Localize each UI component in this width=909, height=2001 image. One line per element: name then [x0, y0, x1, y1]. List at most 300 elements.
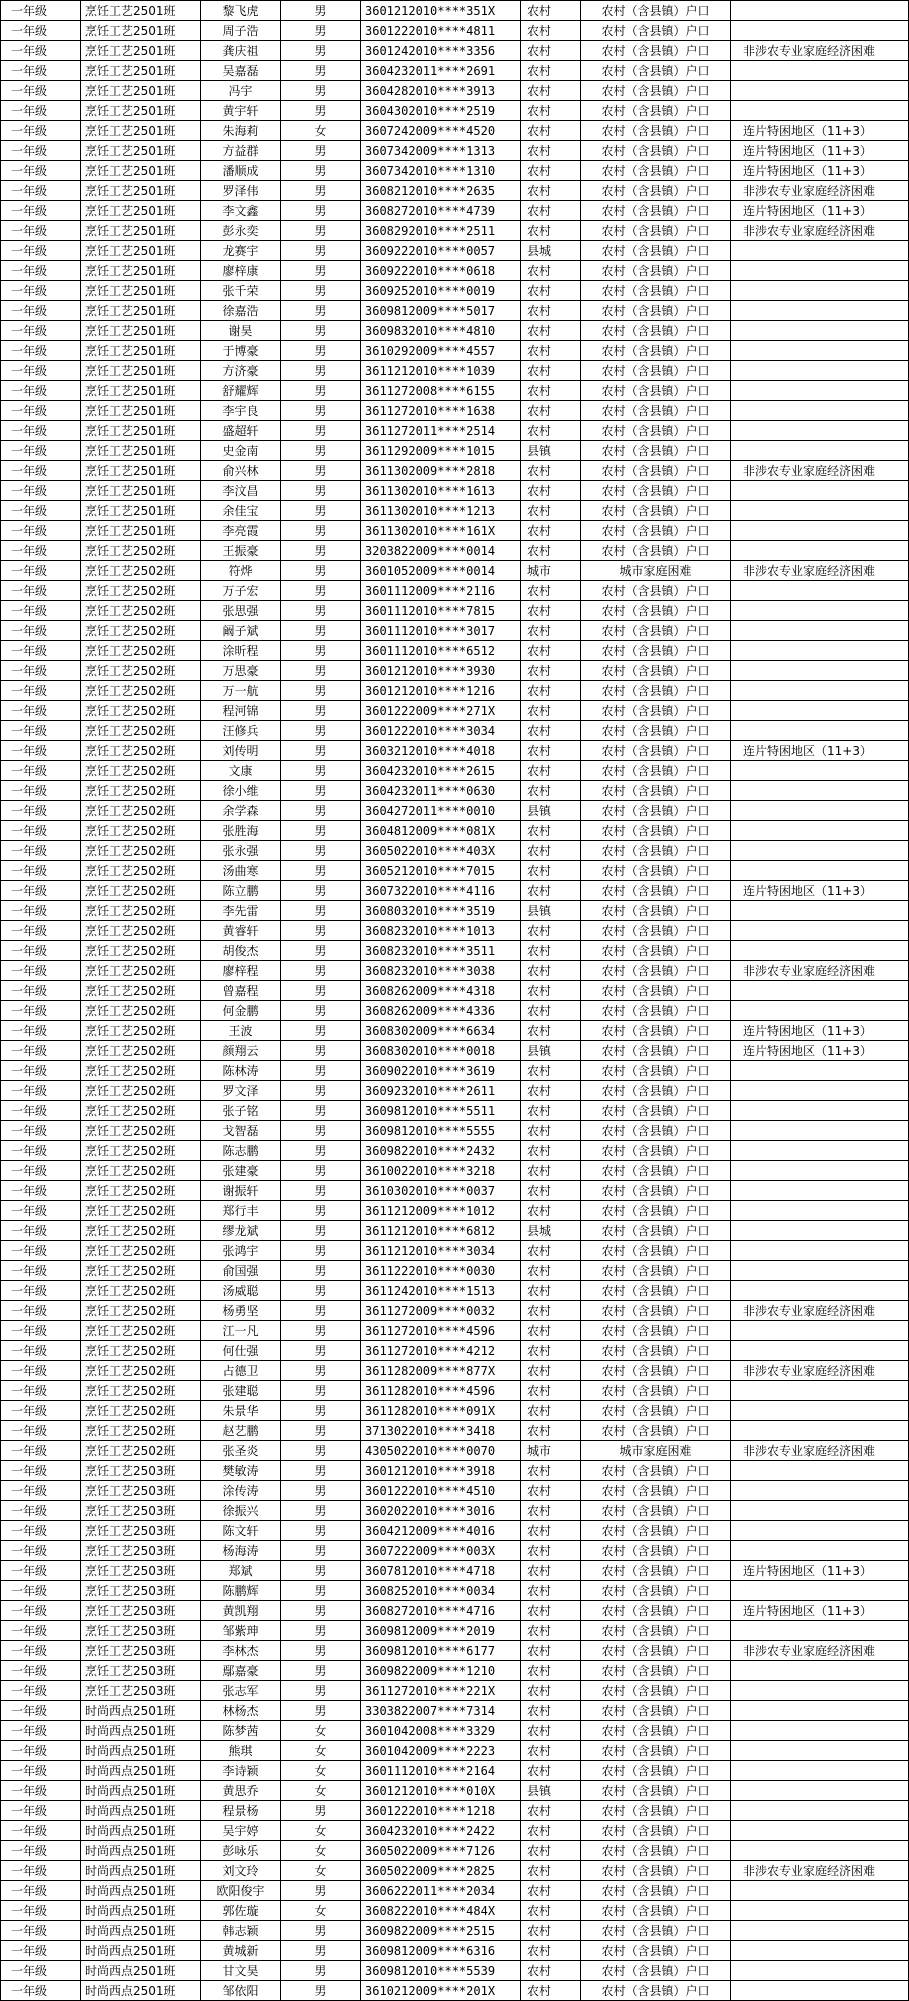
id-number-cell: 3605022009****7126: [361, 1841, 521, 1861]
name-cell: 于博豪: [201, 341, 281, 361]
aid-category-cell: [731, 281, 909, 301]
class-cell: 烹饪工艺2501班: [81, 341, 201, 361]
aid-category-cell: [731, 1681, 909, 1701]
hukou-type-cell: 农村（含县镇）户口: [581, 1021, 731, 1041]
residence-cell: 农村: [521, 1121, 581, 1141]
aid-category-cell: [731, 721, 909, 741]
grade-cell: 一年级: [1, 561, 81, 581]
name-cell: 曾嘉程: [201, 981, 281, 1001]
hukou-type-cell: 农村（含县镇）户口: [581, 381, 731, 401]
table-row: [1, 241, 909, 261]
hukou-type-cell: 农村（含县镇）户口: [581, 1061, 731, 1081]
hukou-type-cell: 农村（含县镇）户口: [581, 1281, 731, 1301]
id-number-cell: 3601112009****2116: [361, 581, 521, 601]
name-cell: 汤曲寒: [201, 861, 281, 881]
grade-cell: 一年级: [1, 321, 81, 341]
aid-category-cell: [731, 1821, 909, 1841]
hukou-type-cell: 农村（含县镇）户口: [581, 41, 731, 61]
gender-cell: 女: [281, 1741, 361, 1761]
gender-cell: 男: [281, 1241, 361, 1261]
aid-category-cell: [731, 1401, 909, 1421]
gender-cell: 男: [281, 661, 361, 681]
class-cell: 时尚西点2501班: [81, 1741, 201, 1761]
gender-cell: 男: [281, 1001, 361, 1021]
class-cell: 烹饪工艺2503班: [81, 1581, 201, 1601]
aid-category-cell: [731, 1381, 909, 1401]
class-cell: 烹饪工艺2501班: [81, 281, 201, 301]
grade-cell: 一年级: [1, 81, 81, 101]
gender-cell: 男: [281, 1221, 361, 1241]
name-cell: 涂传涛: [201, 1481, 281, 1501]
residence-cell: 农村: [521, 1481, 581, 1501]
residence-cell: 农村: [521, 401, 581, 421]
id-number-cell: 3608032010****3519: [361, 901, 521, 921]
id-number-cell: 3611272010****4596: [361, 1321, 521, 1341]
hukou-type-cell: 农村（含县镇）户口: [581, 301, 731, 321]
residence-cell: 农村: [521, 1761, 581, 1781]
aid-category-cell: [731, 941, 909, 961]
id-number-cell: 3601212010****1216: [361, 681, 521, 701]
hukou-type-cell: 农村（含县镇）户口: [581, 161, 731, 181]
grade-cell: 一年级: [1, 1401, 81, 1421]
aid-category-cell: [731, 521, 909, 541]
name-cell: 朱海莉: [201, 121, 281, 141]
residence-cell: 农村: [521, 1661, 581, 1681]
grade-cell: 一年级: [1, 141, 81, 161]
name-cell: 黄凯翔: [201, 1601, 281, 1621]
name-cell: 胡俊杰: [201, 941, 281, 961]
table-row: [1, 1261, 909, 1281]
name-cell: 何仕强: [201, 1341, 281, 1361]
residence-cell: 农村: [521, 421, 581, 441]
id-number-cell: 3604302010****2519: [361, 101, 521, 121]
class-cell: 烹饪工艺2503班: [81, 1661, 201, 1681]
aid-category-cell: [731, 481, 909, 501]
aid-category-cell: [731, 1901, 909, 1921]
aid-category-cell: [731, 901, 909, 921]
table-row: [1, 941, 909, 961]
hukou-type-cell: 农村（含县镇）户口: [581, 1941, 731, 1961]
residence-cell: 农村: [521, 1141, 581, 1161]
name-cell: 江一凡: [201, 1321, 281, 1341]
id-number-cell: 3611302010****1613: [361, 481, 521, 501]
aid-category-cell: [731, 101, 909, 121]
class-cell: 时尚西点2501班: [81, 1981, 201, 2001]
name-cell: 龙赛宇: [201, 241, 281, 261]
grade-cell: 一年级: [1, 801, 81, 821]
hukou-type-cell: 农村（含县镇）户口: [581, 841, 731, 861]
id-number-cell: 3604232010****2615: [361, 761, 521, 781]
name-cell: 汪修兵: [201, 721, 281, 741]
name-cell: 颜翔云: [201, 1041, 281, 1061]
table-row: [1, 641, 909, 661]
hukou-type-cell: 农村（含县镇）户口: [581, 1581, 731, 1601]
gender-cell: 男: [281, 1201, 361, 1221]
table-row: [1, 121, 909, 141]
aid-category-cell: [731, 1081, 909, 1101]
hukou-type-cell: 农村（含县镇）户口: [581, 961, 731, 981]
name-cell: 李汶昌: [201, 481, 281, 501]
hukou-type-cell: 农村（含县镇）户口: [581, 1901, 731, 1921]
residence-cell: 农村: [521, 1061, 581, 1081]
gender-cell: 男: [281, 821, 361, 841]
table-row: [1, 1861, 909, 1881]
id-number-cell: 4305022010****0070: [361, 1441, 521, 1461]
hukou-type-cell: 农村（含县镇）户口: [581, 981, 731, 1001]
gender-cell: 男: [281, 1, 361, 21]
name-cell: 盛超轩: [201, 421, 281, 441]
table-row: [1, 1941, 909, 1961]
hukou-type-cell: 农村（含县镇）户口: [581, 1, 731, 21]
hukou-type-cell: 农村（含县镇）户口: [581, 1181, 731, 1201]
id-number-cell: 3601042008****3329: [361, 1721, 521, 1741]
grade-cell: 一年级: [1, 1521, 81, 1541]
class-cell: 烹饪工艺2503班: [81, 1481, 201, 1501]
name-cell: 张千荣: [201, 281, 281, 301]
class-cell: 烹饪工艺2502班: [81, 1401, 201, 1421]
class-cell: 烹饪工艺2501班: [81, 141, 201, 161]
aid-category-cell: [731, 401, 909, 421]
residence-cell: 农村: [521, 1541, 581, 1561]
hukou-type-cell: 农村（含县镇）户口: [581, 1601, 731, 1621]
aid-category-cell: [731, 1341, 909, 1361]
residence-cell: 农村: [521, 961, 581, 981]
id-number-cell: 3609222010****0618: [361, 261, 521, 281]
name-cell: 何金鹏: [201, 1001, 281, 1021]
class-cell: 烹饪工艺2502班: [81, 821, 201, 841]
table-row: [1, 1101, 909, 1121]
residence-cell: 农村: [521, 201, 581, 221]
name-cell: 欧阳俊宇: [201, 1881, 281, 1901]
grade-cell: 一年级: [1, 1001, 81, 1021]
name-cell: 邹依阳: [201, 1981, 281, 2001]
id-number-cell: 3604232011****0630: [361, 781, 521, 801]
name-cell: 廖梓康: [201, 261, 281, 281]
hukou-type-cell: 农村（含县镇）户口: [581, 61, 731, 81]
grade-cell: 一年级: [1, 341, 81, 361]
class-cell: 时尚西点2501班: [81, 1941, 201, 1961]
gender-cell: 男: [281, 81, 361, 101]
grade-cell: 一年级: [1, 241, 81, 261]
gender-cell: 男: [281, 241, 361, 261]
grade-cell: 一年级: [1, 1941, 81, 1961]
aid-category-cell: 连片特困地区（11+3）: [731, 141, 909, 161]
gender-cell: 男: [281, 1661, 361, 1681]
residence-cell: 农村: [521, 601, 581, 621]
id-number-cell: 3609222010****0057: [361, 241, 521, 261]
table-row: [1, 1341, 909, 1361]
hukou-type-cell: 农村（含县镇）户口: [581, 1961, 731, 1981]
aid-category-cell: [731, 1481, 909, 1501]
gender-cell: 男: [281, 1961, 361, 1981]
name-cell: 黎飞虎: [201, 1, 281, 21]
grade-cell: 一年级: [1, 1621, 81, 1641]
hukou-type-cell: 农村（含县镇）户口: [581, 801, 731, 821]
id-number-cell: 3601222010****3034: [361, 721, 521, 741]
id-number-cell: 3601052009****0014: [361, 561, 521, 581]
name-cell: 郭佐璇: [201, 1901, 281, 1921]
aid-category-cell: [731, 1, 909, 21]
gender-cell: 男: [281, 1621, 361, 1641]
residence-cell: 农村: [521, 1321, 581, 1341]
grade-cell: 一年级: [1, 581, 81, 601]
residence-cell: 农村: [521, 341, 581, 361]
id-number-cell: 3611272008****6155: [361, 381, 521, 401]
name-cell: 汤威聪: [201, 1281, 281, 1301]
table-row: [1, 401, 909, 421]
class-cell: 烹饪工艺2503班: [81, 1641, 201, 1661]
aid-category-cell: [731, 21, 909, 41]
name-cell: 阚子斌: [201, 621, 281, 641]
residence-cell: 农村: [521, 1841, 581, 1861]
grade-cell: 一年级: [1, 1541, 81, 1561]
aid-category-cell: [731, 1981, 909, 2001]
hukou-type-cell: 农村（含县镇）户口: [581, 721, 731, 741]
gender-cell: 男: [281, 741, 361, 761]
class-cell: 烹饪工艺2503班: [81, 1561, 201, 1581]
table-row: [1, 841, 909, 861]
gender-cell: 男: [281, 1101, 361, 1121]
class-cell: 烹饪工艺2501班: [81, 381, 201, 401]
id-number-cell: 3604282010****3913: [361, 81, 521, 101]
hukou-type-cell: 农村（含县镇）户口: [581, 1321, 731, 1341]
grade-cell: 一年级: [1, 1701, 81, 1721]
name-cell: 陈立鹏: [201, 881, 281, 901]
gender-cell: 男: [281, 161, 361, 181]
table-row: [1, 261, 909, 281]
class-cell: 烹饪工艺2501班: [81, 81, 201, 101]
id-number-cell: 3601212010****351X: [361, 1, 521, 21]
grade-cell: 一年级: [1, 1201, 81, 1221]
hukou-type-cell: 农村（含县镇）户口: [581, 1841, 731, 1861]
id-number-cell: 3611272010****221X: [361, 1681, 521, 1701]
class-cell: 烹饪工艺2503班: [81, 1501, 201, 1521]
table-row: [1, 1621, 909, 1641]
class-cell: 烹饪工艺2501班: [81, 41, 201, 61]
grade-cell: 一年级: [1, 221, 81, 241]
table-row: [1, 1041, 909, 1061]
table-row: [1, 721, 909, 741]
gender-cell: 男: [281, 1341, 361, 1361]
hukou-type-cell: 农村（含县镇）户口: [581, 1301, 731, 1321]
gender-cell: 男: [281, 861, 361, 881]
aid-category-cell: [731, 1841, 909, 1861]
table-row: [1, 461, 909, 481]
id-number-cell: 3608232010****3511: [361, 941, 521, 961]
table-row: [1, 481, 909, 501]
table-row: [1, 1781, 909, 1801]
gender-cell: 男: [281, 701, 361, 721]
aid-category-cell: [731, 1161, 909, 1181]
grade-cell: 一年级: [1, 501, 81, 521]
id-number-cell: 3608272010****4716: [361, 1601, 521, 1621]
aid-category-cell: [731, 301, 909, 321]
grade-cell: 一年级: [1, 1181, 81, 1201]
residence-cell: 农村: [521, 1241, 581, 1261]
residence-cell: 农村: [521, 1281, 581, 1301]
table-row: [1, 21, 909, 41]
residence-cell: 农村: [521, 1601, 581, 1621]
table-row: [1, 1161, 909, 1181]
id-number-cell: 3610292009****4557: [361, 341, 521, 361]
class-cell: 烹饪工艺2502班: [81, 701, 201, 721]
table-row: [1, 1141, 909, 1161]
hukou-type-cell: 农村（含县镇）户口: [581, 581, 731, 601]
gender-cell: 男: [281, 601, 361, 621]
residence-cell: 农村: [521, 981, 581, 1001]
aid-category-cell: [731, 701, 909, 721]
id-number-cell: 3607812010****4718: [361, 1561, 521, 1581]
aid-category-cell: [731, 1541, 909, 1561]
hukou-type-cell: 农村（含县镇）户口: [581, 1721, 731, 1741]
table-row: [1, 1921, 909, 1941]
table-row: [1, 1281, 909, 1301]
gender-cell: 男: [281, 1441, 361, 1461]
name-cell: 李先雷: [201, 901, 281, 921]
grade-cell: 一年级: [1, 861, 81, 881]
table-row: [1, 1521, 909, 1541]
aid-category-cell: 非涉农专业家庭经济困难: [731, 561, 909, 581]
residence-cell: 农村: [521, 881, 581, 901]
aid-category-cell: [731, 1621, 909, 1641]
table-row: [1, 381, 909, 401]
name-cell: 戈智磊: [201, 1121, 281, 1141]
aid-category-cell: [731, 1001, 909, 1021]
aid-category-cell: [731, 1201, 909, 1221]
aid-category-cell: [731, 1241, 909, 1261]
gender-cell: 男: [281, 321, 361, 341]
residence-cell: 农村: [521, 1461, 581, 1481]
table-row: [1, 1, 909, 21]
class-cell: 烹饪工艺2502班: [81, 1181, 201, 1201]
id-number-cell: 3611282010****4596: [361, 1381, 521, 1401]
hukou-type-cell: 农村（含县镇）户口: [581, 241, 731, 261]
table-row: [1, 861, 909, 881]
gender-cell: 男: [281, 561, 361, 581]
gender-cell: 男: [281, 521, 361, 541]
id-number-cell: 3609822009****1210: [361, 1661, 521, 1681]
hukou-type-cell: 农村（含县镇）户口: [581, 441, 731, 461]
name-cell: 彭永奕: [201, 221, 281, 241]
aid-category-cell: [731, 781, 909, 801]
residence-cell: 农村: [521, 1861, 581, 1881]
grade-cell: 一年级: [1, 1501, 81, 1521]
id-number-cell: 3601042009****2223: [361, 1741, 521, 1761]
gender-cell: 男: [281, 281, 361, 301]
aid-category-cell: [731, 61, 909, 81]
residence-cell: 县镇: [521, 1781, 581, 1801]
residence-cell: 农村: [521, 1201, 581, 1221]
grade-cell: 一年级: [1, 1141, 81, 1161]
aid-category-cell: 非涉农专业家庭经济困难: [731, 1361, 909, 1381]
class-cell: 烹饪工艺2502班: [81, 1041, 201, 1061]
aid-category-cell: [731, 361, 909, 381]
class-cell: 烹饪工艺2501班: [81, 21, 201, 41]
hukou-type-cell: 农村（含县镇）户口: [581, 281, 731, 301]
table-row: [1, 1221, 909, 1241]
aid-category-cell: [731, 1881, 909, 1901]
aid-category-cell: [731, 1261, 909, 1281]
grade-cell: 一年级: [1, 1441, 81, 1461]
aid-category-cell: [731, 921, 909, 941]
hukou-type-cell: 农村（含县镇）户口: [581, 1781, 731, 1801]
residence-cell: 农村: [521, 1181, 581, 1201]
class-cell: 烹饪工艺2502班: [81, 941, 201, 961]
table-row: [1, 921, 909, 941]
residence-cell: 农村: [521, 1701, 581, 1721]
table-row: [1, 141, 909, 161]
class-cell: 烹饪工艺2502班: [81, 1281, 201, 1301]
residence-cell: 农村: [521, 1961, 581, 1981]
id-number-cell: 3601212010****3930: [361, 661, 521, 681]
grade-cell: 一年级: [1, 1561, 81, 1581]
hukou-type-cell: 农村（含县镇）户口: [581, 1981, 731, 2001]
class-cell: 烹饪工艺2502班: [81, 1121, 201, 1141]
id-number-cell: 3611212009****1012: [361, 1201, 521, 1221]
aid-category-cell: [731, 661, 909, 681]
hukou-type-cell: 农村（含县镇）户口: [581, 1001, 731, 1021]
residence-cell: 农村: [521, 1821, 581, 1841]
table-row: [1, 1841, 909, 1861]
name-cell: 舒耀辉: [201, 381, 281, 401]
class-cell: 烹饪工艺2502班: [81, 1001, 201, 1021]
table-row: [1, 281, 909, 301]
aid-category-cell: [731, 261, 909, 281]
gender-cell: 男: [281, 421, 361, 441]
id-number-cell: 3606222011****2034: [361, 1881, 521, 1901]
hukou-type-cell: 农村（含县镇）户口: [581, 121, 731, 141]
name-cell: 熊琪: [201, 1741, 281, 1761]
id-number-cell: 3608272010****4739: [361, 201, 521, 221]
hukou-type-cell: 农村（含县镇）户口: [581, 1921, 731, 1941]
name-cell: 涂昕程: [201, 641, 281, 661]
table-row: [1, 1881, 909, 1901]
name-cell: 缪龙斌: [201, 1221, 281, 1241]
name-cell: 方益群: [201, 141, 281, 161]
class-cell: 时尚西点2501班: [81, 1821, 201, 1841]
id-number-cell: 3608302009****6634: [361, 1021, 521, 1041]
hukou-type-cell: 农村（含县镇）户口: [581, 621, 731, 641]
table-row: [1, 1441, 909, 1461]
hukou-type-cell: 农村（含县镇）户口: [581, 1041, 731, 1061]
gender-cell: 男: [281, 1701, 361, 1721]
class-cell: 烹饪工艺2502班: [81, 1161, 201, 1181]
hukou-type-cell: 农村（含县镇）户口: [581, 1681, 731, 1701]
residence-cell: 农村: [521, 1881, 581, 1901]
name-cell: 甘文昊: [201, 1961, 281, 1981]
id-number-cell: 3611302010****161X: [361, 521, 521, 541]
hukou-type-cell: 农村（含县镇）户口: [581, 1741, 731, 1761]
residence-cell: 农村: [521, 1261, 581, 1281]
gender-cell: 男: [281, 621, 361, 641]
hukou-type-cell: 农村（含县镇）户口: [581, 221, 731, 241]
hukou-type-cell: 城市家庭困难: [581, 561, 731, 581]
aid-category-cell: 连片特困地区（11+3）: [731, 201, 909, 221]
class-cell: 烹饪工艺2502班: [81, 1221, 201, 1241]
residence-cell: 农村: [521, 1921, 581, 1941]
aid-category-cell: [731, 1181, 909, 1201]
id-number-cell: 3609812010****5555: [361, 1121, 521, 1141]
table-row: [1, 1601, 909, 1621]
residence-cell: 农村: [521, 141, 581, 161]
grade-cell: 一年级: [1, 381, 81, 401]
id-number-cell: 3609812010****5511: [361, 1101, 521, 1121]
grade-cell: 一年级: [1, 1841, 81, 1861]
id-number-cell: 3605022009****2825: [361, 1861, 521, 1881]
residence-cell: 农村: [521, 1561, 581, 1581]
name-cell: 方济豪: [201, 361, 281, 381]
id-number-cell: 3609812009****2019: [361, 1621, 521, 1641]
